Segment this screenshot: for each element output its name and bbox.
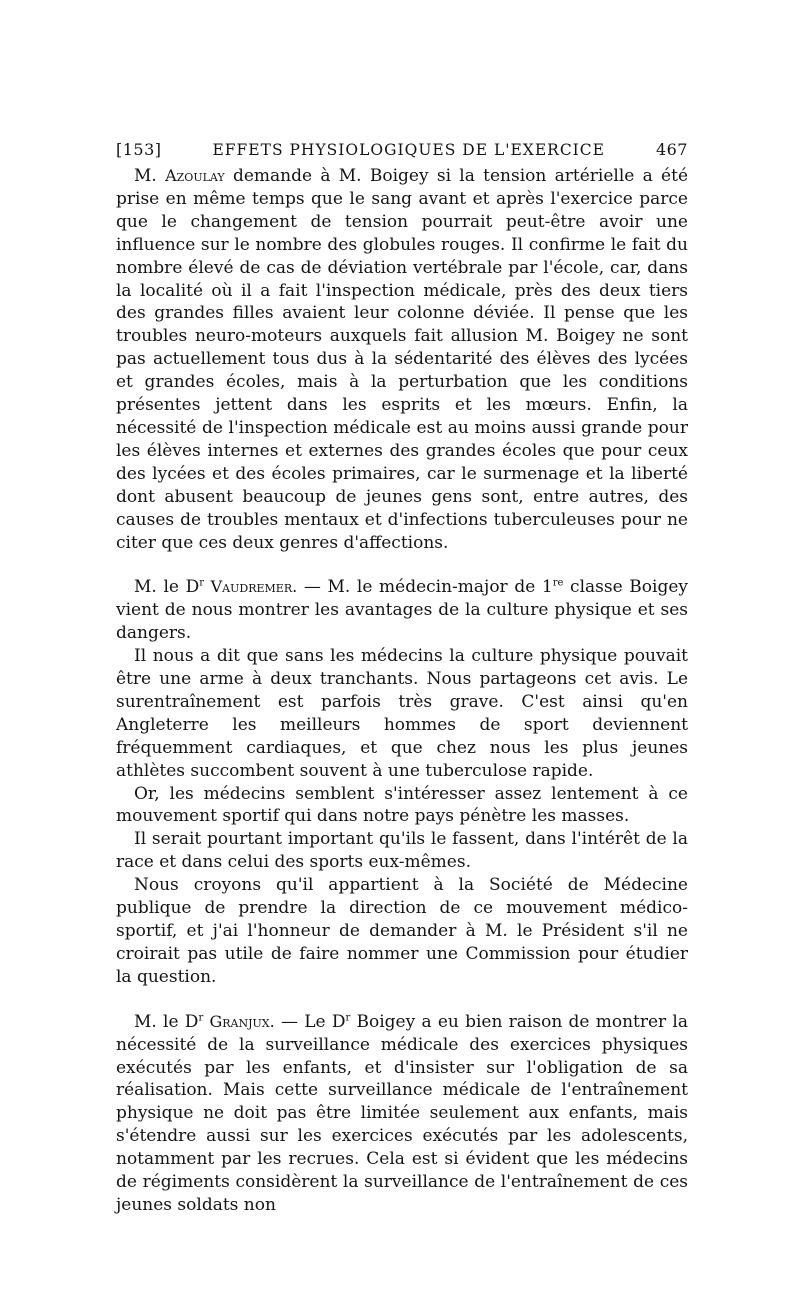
speaker-name: Vaudremer. <box>210 577 298 597</box>
vaudremer-paragraph-1 <box>116 576 688 645</box>
azoulay-text: demande à M. Boigey si la tension artérielle a été prise en même temps que le sang avant et après l'exercice parce que le changement de tension pourrait peut-être avoir une influence sur le nombre des globules rouges. Il confirme le fait du nombre élevé de cas de déviation vertébrale par l'école, car, dans la localité où il a fait l'inspection médicale, près des deux tiers des grandes filles avaient leur colonne déviée. Il pense que les troubles neuro-moteurs auxquels fait allusion M. Boigey ne sont pas actuellement tous dus à la sédentarité des élèves des lycées et grandes écoles, mais à la perturbation que les conditions présentes jettent dans les esprits et les mœurs. Enfin, la nécessité de l'inspection médicale est au moins aussi grande pour les élèves internes et externes des grandes écoles que pour ceux des lycées et des écoles primaires, car le surmenage et la liberté dont abusent beaucoup de jeunes gens sont, entre autres, des causes de troubles mentaux et d'infections tuberculeuses pour ne citer que ces deux genres d'affections. <box>116 166 689 553</box>
superscript: r <box>345 1012 351 1024</box>
azoulay-paragraph <box>116 165 688 554</box>
superscript: r <box>198 1012 204 1024</box>
running-title: EFFETS PHYSIOLOGIQUES DE L'EXERCICE <box>212 141 605 159</box>
vaudremer-text-1b: classe Boigey vient de nous montrer les avantages de la culture physique et ses dangers. <box>116 577 689 644</box>
azoulay-intervention <box>116 165 688 554</box>
vaudremer-paragraph-5: Nous croyons qu'il appartient à la Société de Médecine publique de prendre la direction de ce mouvement médico-sportif, et j'ai l'honneur de demander à M. le Président s'il ne croirait pas utile de faire nommer une Commission pour étudier la question. <box>116 875 688 987</box>
vaudremer-paragraph-4: Il serait pourtant important qu'ils le fassent, dans l'intérêt de la race et dans celui des sports eux-mêmes. <box>116 829 688 873</box>
speaker-prefix: M. le D <box>134 577 200 598</box>
speaker-name: Granjux. <box>209 1011 275 1031</box>
page-number: 467 <box>655 140 688 159</box>
granjux-text-b: Boigey a eu bien raison de montrer la nécessité de la surveillance médicale des exercices physiques exécutés par les enfants, et d'insister sur l'obligation de sa réalisation. Mais cette surveillance médicale de l'entraînement physique ne doit pas être limitée seulement aux enfants, mais s'étendre aussi sur les exercices exécutés par les adolescents, notamment par les recrues. Cela est si évident que les médecins de régiments considèrent la surveillance de l'entraînement de ces jeunes soldats non <box>116 1011 688 1215</box>
granjux-text-a: — Le D <box>274 1011 346 1032</box>
running-header <box>116 140 688 159</box>
section-number: [153] <box>116 140 162 159</box>
vaudremer-paragraph-2: Il nous a dit que sans les médecins la culture physique pouvait être une arme à deux tranchants. Nous partageons cet avis. Le surentraînement est parfois très grave. C'est ainsi qu'en Angleterre les meilleurs hommes de sport deviennent fréquemment cardiaques, et que chez nous les plus jeunes athlètes succombent souvent à une tuberculose rapide. <box>116 646 688 781</box>
vaudremer-text-1a: — M. le médecin-major de 1 <box>297 577 553 598</box>
granjux-paragraph <box>116 1011 688 1217</box>
vaudremer-paragraph-3: Or, les médecins semblent s'intéresser assez lentement à ce mouvement sportif qui dans notre pays pénètre les masses. <box>116 783 688 827</box>
superscript: re <box>552 577 564 589</box>
speaker-prefix: M. le D <box>134 1011 199 1032</box>
speaker-name: Azoulay <box>165 166 225 185</box>
vaudremer-intervention <box>116 576 688 988</box>
book-page <box>116 140 688 1217</box>
granjux-intervention <box>116 1011 688 1217</box>
superscript: r <box>199 577 204 589</box>
speaker-prefix: M. <box>134 166 157 186</box>
